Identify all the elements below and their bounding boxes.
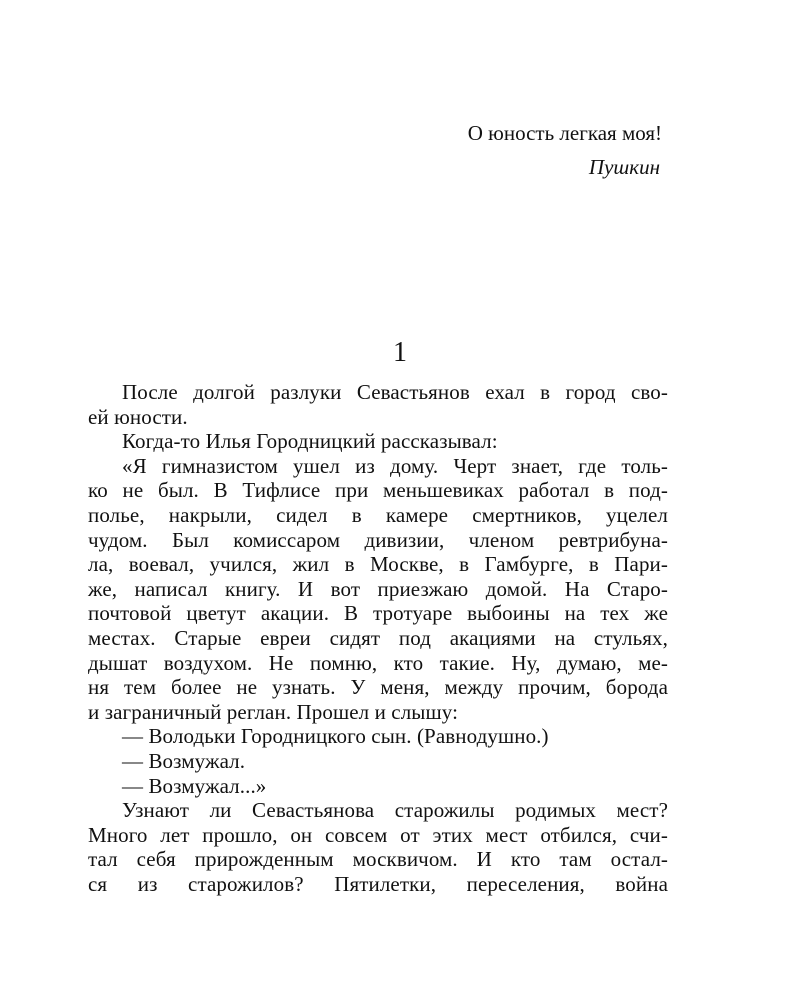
body-text (88, 380, 668, 896)
text-line: почтовой цветут акации. В тротуаре выбоины на тех же (88, 601, 668, 626)
text-line: ко не был. В Тифлисе при меньшевиках работал в под- (88, 478, 668, 503)
text-line: местах. Старые евреи сидят под акациями на стульях, (88, 625, 668, 650)
text-line: — Володьки Городницкого сын. (Равнодушно.) (122, 724, 549, 749)
epigraph-quote: О юность легкая моя! (467, 121, 662, 145)
epigraph (468, 116, 662, 184)
text-line: тал себя прирожденным москвичом. И кто там остал- (88, 847, 668, 872)
text-line: чудом. Был комиссаром дивизии, членом ревтрибуна- (88, 527, 668, 552)
text-line: Много лет прошло, он совсем от этих мест отбился, счи- (88, 822, 668, 847)
text-line: «Я гимназистом ушел из дому. Черт знает, где толь- (122, 453, 668, 478)
text-line: ся из старожилов? Пятилетки, переселения, война (88, 871, 668, 896)
epigraph-author: Пушкин (588, 155, 660, 179)
text-line: — Возмужал. (122, 748, 246, 773)
text-line: — Возмужал...» (122, 773, 267, 798)
text-line: Когда-то Илья Городницкий рассказывал: (122, 429, 498, 454)
text-line: же, написал книгу. И вот приезжаю домой. На Старо- (88, 576, 668, 601)
text-line: ня тем более не узнать. У меня, между прочим, борода (88, 675, 668, 700)
text-line: дышат воздухом. Не помню, кто такие. Ну, думаю, ме- (88, 650, 668, 675)
text-line: и заграничный реглан. Прошел и слышу: (88, 699, 459, 724)
text-line: Узнают ли Севастьянова старожилы родимых мест? (122, 798, 668, 823)
text-line: После долгой разлуки Севастьянов ехал в город сво- (122, 380, 668, 404)
chapter-number: 1 (393, 337, 407, 368)
text-line: полье, накрыли, сидел в камере смертников, уцелел (88, 502, 668, 527)
text-line: ла, воевал, учился, жил в Москве, в Гамбурге, в Пари- (88, 552, 668, 577)
text-line: ей юности. (88, 404, 188, 429)
